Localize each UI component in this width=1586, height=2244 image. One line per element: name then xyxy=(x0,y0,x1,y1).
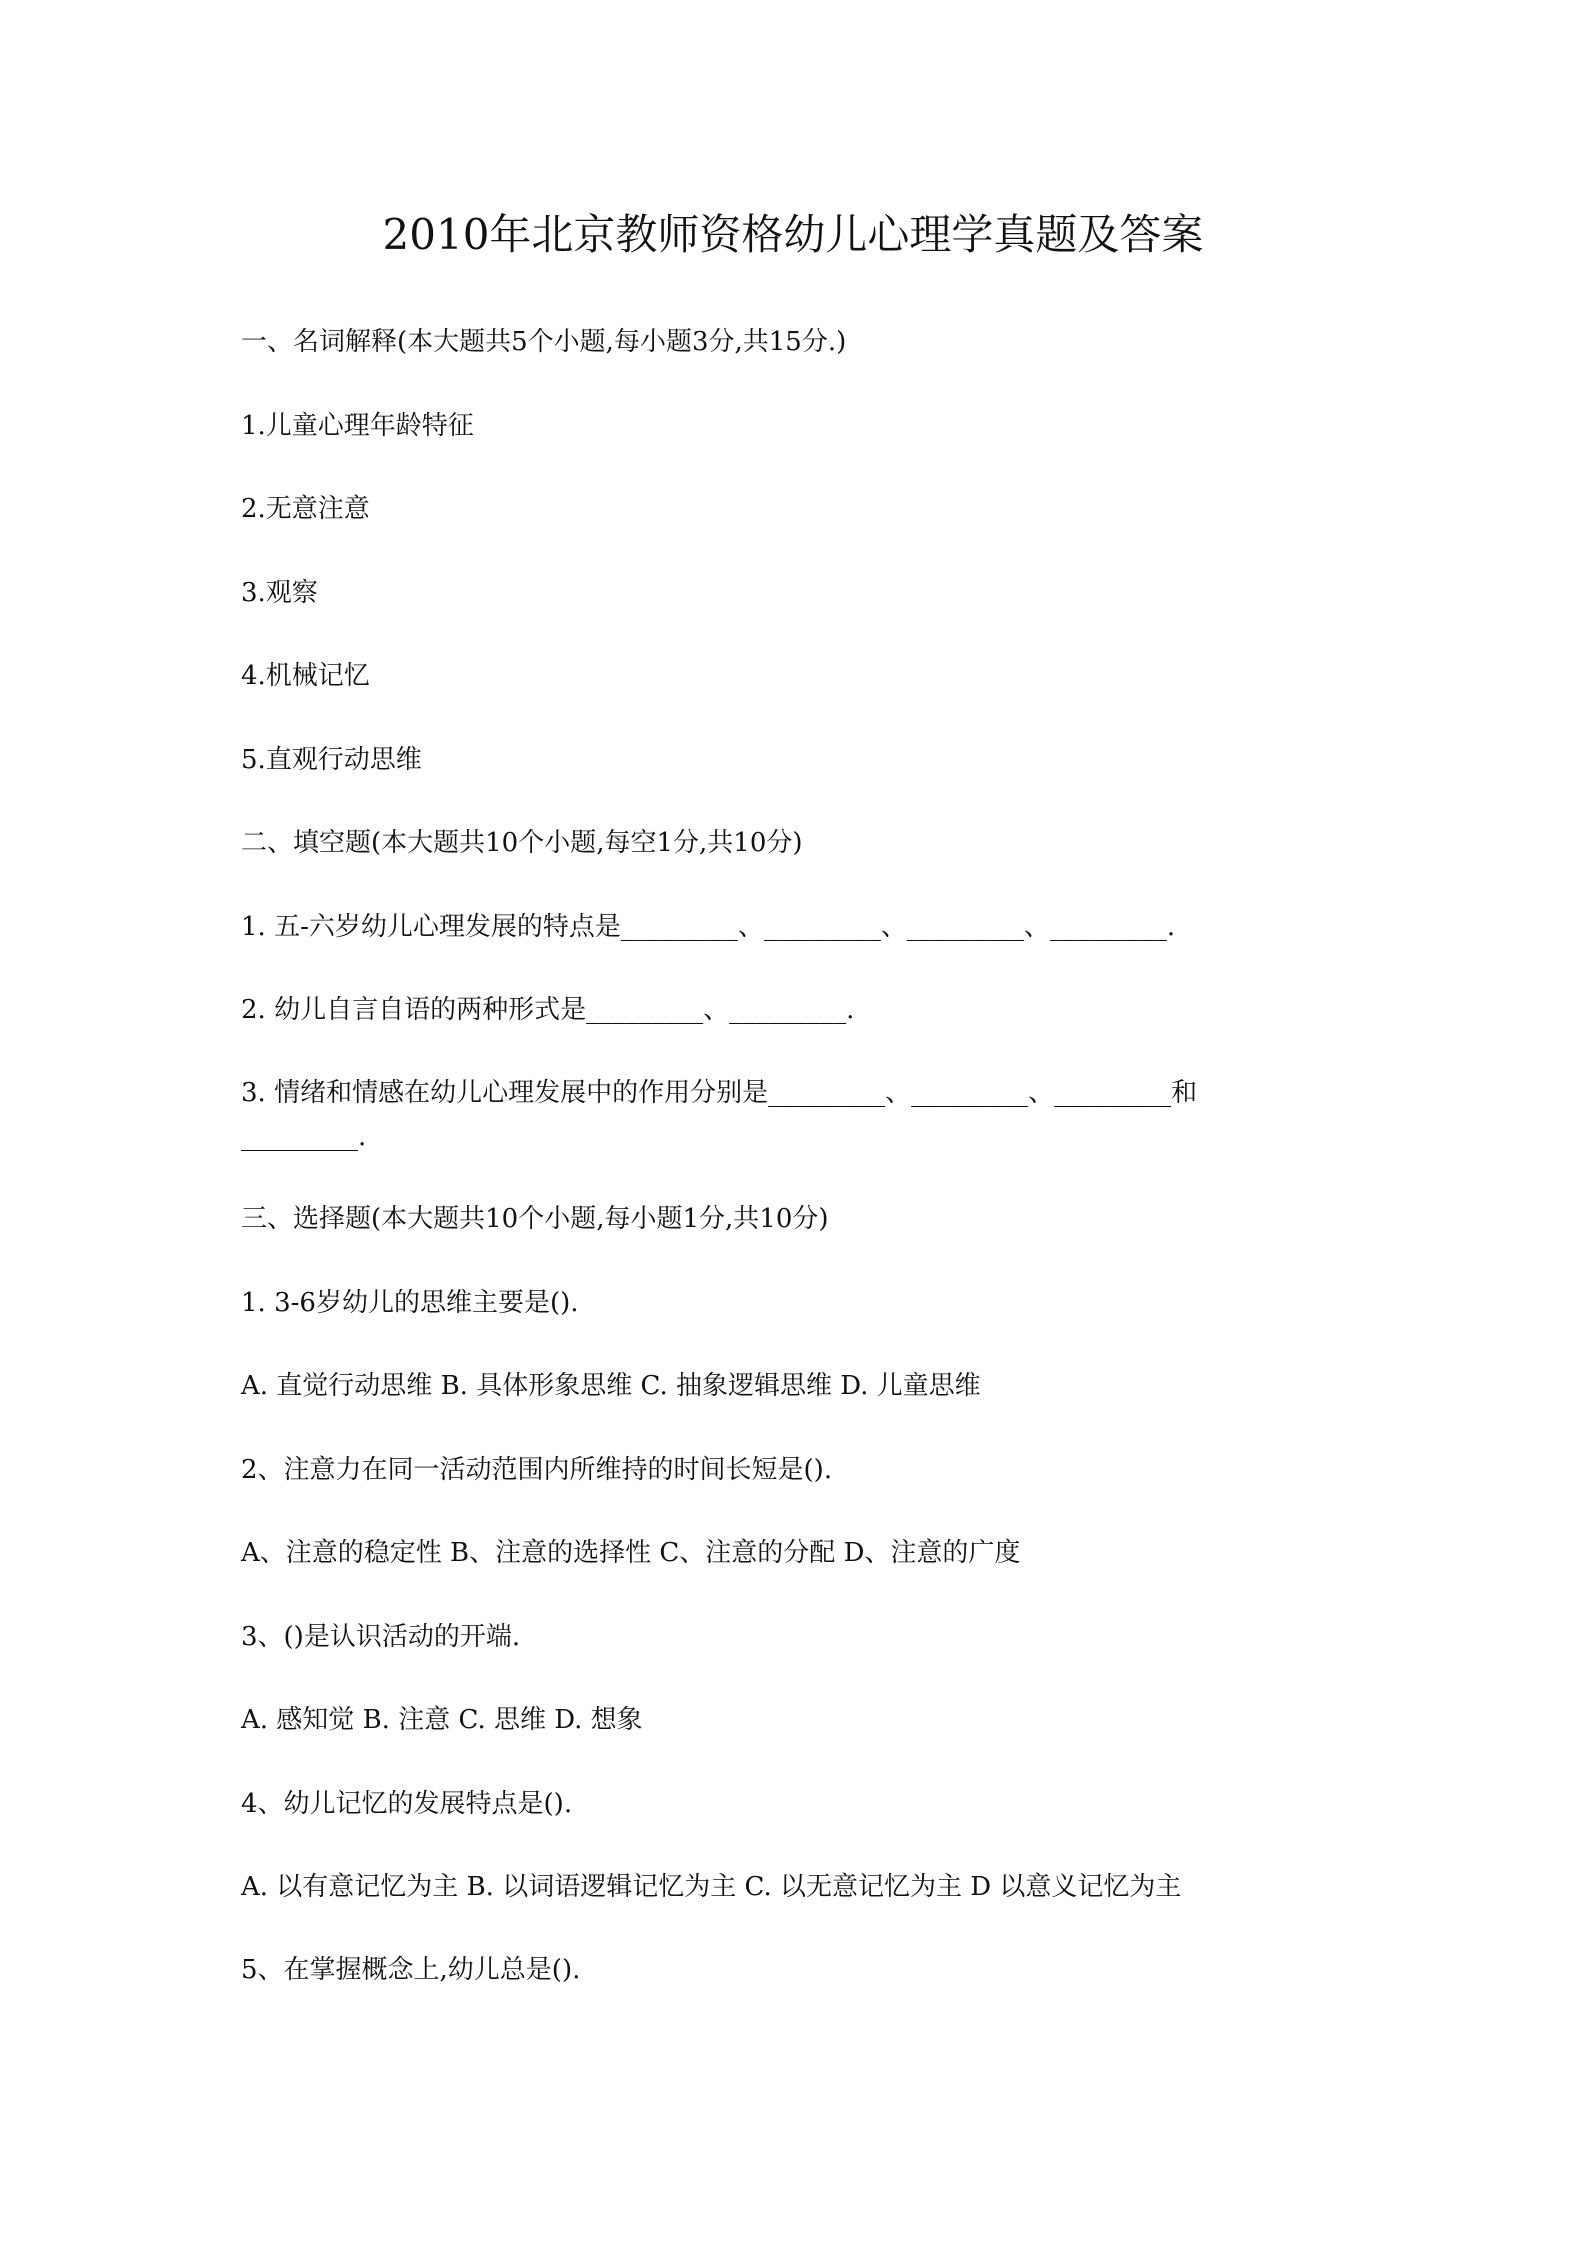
document-title: 2010年北京教师资格幼儿心理学真题及答案 xyxy=(382,210,1204,259)
section-heading-multiple-choice: 三、选择题(本大题共10个小题,每小题1分,共10分) xyxy=(241,1204,829,1234)
choice-question-3: 3、()是认识活动的开端. xyxy=(241,1622,521,1652)
choice-question-1-options: A. 直觉行动思维 B. 具体形象思维 C. 抽象逻辑思维 D. 儿童思维 xyxy=(241,1371,981,1401)
choice-question-5: 5、在掌握概念上,幼儿总是(). xyxy=(241,1955,581,1985)
definition-item-3: 3.观察 xyxy=(241,578,318,608)
definition-item-5: 5.直观行动思维 xyxy=(241,745,422,775)
choice-question-3-options: A. 感知觉 B. 注意 C. 思维 D. 想象 xyxy=(241,1705,643,1735)
choice-question-2-options: A、注意的稳定性 B、注意的选择性 C、注意的分配 D、注意的广度 xyxy=(241,1538,1021,1568)
definition-item-2: 2.无意注意 xyxy=(241,494,370,524)
fill-blank-question-3-line-2: _________. xyxy=(241,1122,367,1152)
choice-question-1: 1. 3-6岁幼儿的思维主要是(). xyxy=(241,1288,579,1318)
fill-blank-question-1: 1. 五-六岁幼儿心理发展的特点是_________、_________、_________、_________. xyxy=(241,912,1176,942)
choice-question-2: 2、注意力在同一活动范围内所维持的时间长短是(). xyxy=(241,1455,833,1485)
choice-question-4: 4、幼儿记忆的发展特点是(). xyxy=(241,1789,573,1819)
choice-question-4-options: A. 以有意记忆为主 B. 以词语逻辑记忆为主 C. 以无意记忆为主 D 以意义记忆为主 xyxy=(241,1872,1182,1902)
section-heading-fill-blank: 二、填空题(本大题共10个小题,每空1分,共10分) xyxy=(241,828,803,858)
fill-blank-question-2: 2. 幼儿自言自语的两种形式是_________、_________. xyxy=(241,995,855,1025)
definition-item-1: 1.儿童心理年龄特征 xyxy=(241,411,474,441)
section-heading-definitions: 一、名词解释(本大题共5个小题,每小题3分,共15分.) xyxy=(241,327,847,357)
fill-blank-question-3-line-1: 3. 情绪和情感在幼儿心理发展中的作用分别是_________、_________、_________和 xyxy=(241,1078,1198,1108)
definition-item-4: 4.机械记忆 xyxy=(241,661,370,691)
